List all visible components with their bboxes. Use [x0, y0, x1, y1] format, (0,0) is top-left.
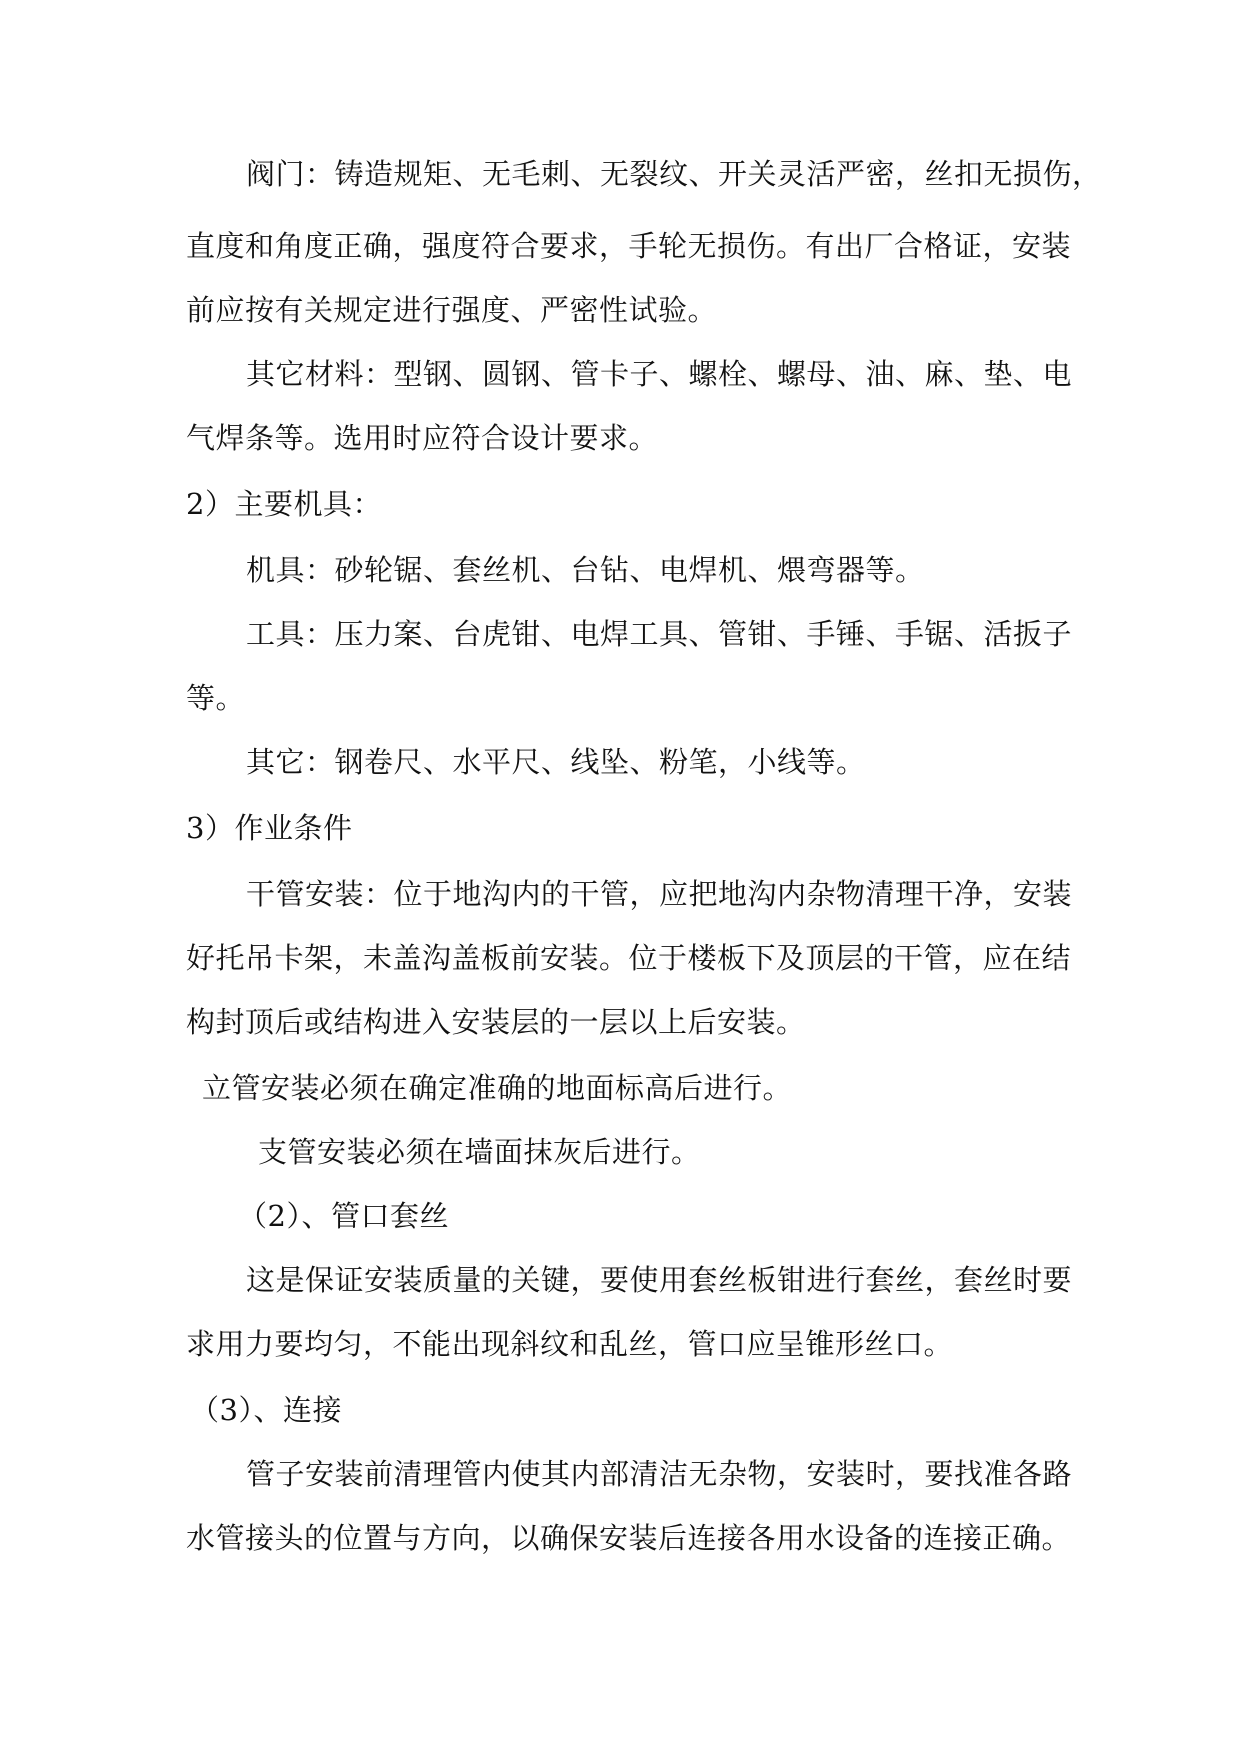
- paragraph-valves-line-1: 阀门：铸造规矩、无毛刺、无裂纹、开关灵活严密，丝扣无损伤，: [246, 157, 1102, 191]
- heading-connection: （3）、连接: [190, 1393, 342, 1427]
- paragraph-materials-line-1: 其它材料：型钢、圆钢、管卡子、螺栓、螺母、油、麻、垫、电: [246, 357, 1073, 391]
- paragraph-machines: 机具：砂轮锯、套丝机、台钻、电焊机、煨弯器等。: [246, 553, 925, 587]
- paragraph-branch-pipe: 支管安装必须在墙面抹灰后进行。: [258, 1135, 701, 1169]
- heading-main-tools: 2）主要机具：: [186, 487, 382, 521]
- paragraph-threading-line-2: 求用力要均匀，不能出现斜纹和乱丝，管口应呈锥形丝口。: [186, 1327, 954, 1361]
- paragraph-other-tools: 其它：钢卷尺、水平尺、线坠、粉笔，小线等。: [246, 745, 866, 779]
- paragraph-riser-pipe: 立管安装必须在确定准确的地面标高后进行。: [202, 1071, 793, 1105]
- heading-work-conditions: 3）作业条件: [186, 811, 353, 845]
- paragraph-main-pipe-line-1: 干管安装：位于地沟内的干管，应把地沟内杂物清理干净，安装: [246, 877, 1073, 911]
- paragraph-connection-line-1: 管子安装前清理管内使其内部清洁无杂物，安装时，要找准各路: [246, 1457, 1073, 1491]
- paragraph-threading-line-1: 这是保证安装质量的关键，要使用套丝板钳进行套丝，套丝时要: [246, 1263, 1073, 1297]
- paragraph-main-pipe-line-2: 好托吊卡架，未盖沟盖板前安装。位于楼板下及顶层的干管，应在结: [186, 941, 1072, 975]
- paragraph-main-pipe-line-3: 构封顶后或结构进入安装层的一层以上后安装。: [186, 1005, 806, 1039]
- paragraph-connection-line-2: 水管接头的位置与方向，以确保安装后连接各用水设备的连接正确。: [186, 1521, 1072, 1555]
- paragraph-materials-line-2: 气焊条等。选用时应符合设计要求。: [186, 421, 659, 455]
- heading-pipe-threading: （2）、管口套丝: [238, 1199, 449, 1233]
- paragraph-tools-line-1: 工具：压力案、台虎钳、电焊工具、管钳、手锤、手锯、活扳子: [246, 617, 1073, 651]
- paragraph-tools-line-2: 等。: [186, 681, 246, 715]
- paragraph-valves-line-3: 前应按有关规定进行强度、严密性试验。: [186, 293, 718, 327]
- paragraph-valves-line-2: 直度和角度正确，强度符合要求，手轮无损伤。有出厂合格证，安装: [186, 229, 1072, 263]
